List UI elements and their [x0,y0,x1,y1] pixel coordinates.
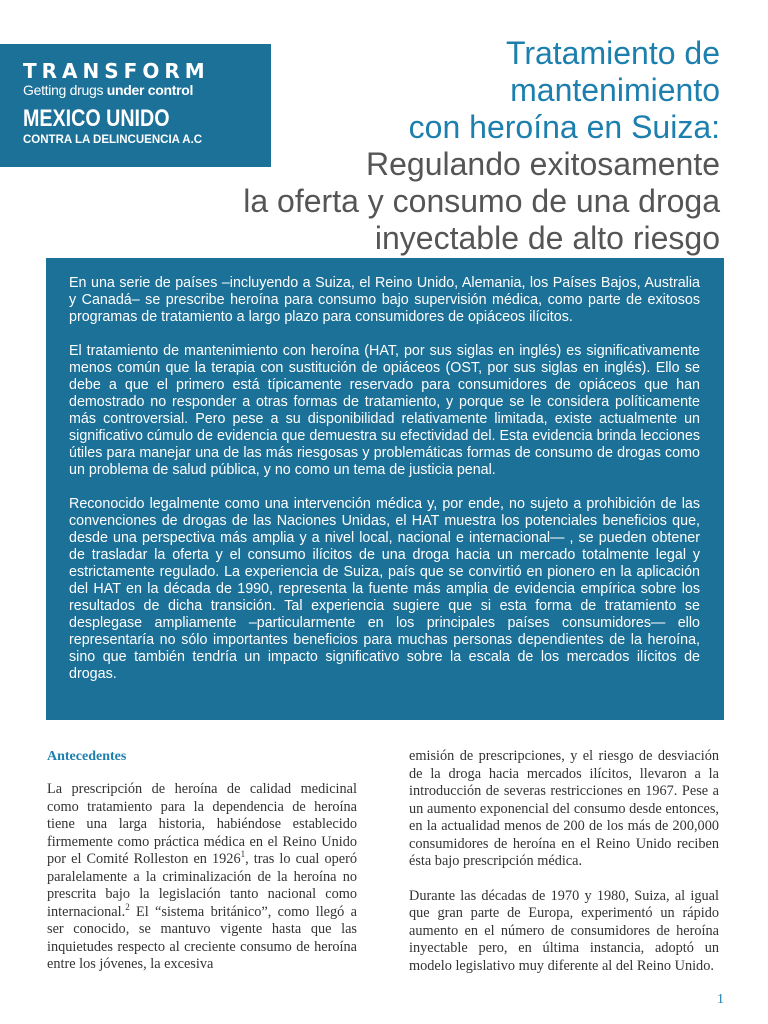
title-line-4: Regulando exitosamente [365,146,720,182]
section-heading-antecedentes: Antecedentes [47,749,127,764]
right-paragraph-2: Durante las décadas de 1970 y 1980, Suiza, al igual que gran parte de Europa, experimentó un rápido aumento en el número de consumidores de heroína inyectable pero, en última instancia, adoptó un modelo legislativo muy diferente al del Reino Unido. [409,887,719,974]
document-title [160,35,720,257]
left-p1-text-a: La prescripción de heroína de calidad medicinal como tratamiento para la dependencia de heroína tiene una larga historia, habiéndose establecido firmemente como práctica médica en el Reino Unido por el Comité Rolleston en 1926 [47,781,357,867]
right-paragraph-1: emisión de prescripciones, y el riesgo de desviación de la droga hacia mercados ilícitos, llevaron a la introducción de severas restricciones en 1967. Pese a un aumento exponencial del consumo desde entonces, en la actualidad menos de 200 de los más de 200,000 consumidores de heroína en el Reino Unido reciben ésta bajo prescripción médica. [409,748,719,869]
summary-paragraph-1: En una serie de países –incluyendo a Suiza, el Reino Unido, Alemania, los Países Bajos, Australia y Canadá– se prescribe heroína para consumo bajo supervisión médica, como parte de exitosos programas de tratamiento a largo plazo para consumidores de opiáceos ilícitos. [69,275,700,325]
summary-paragraph-3: Reconocido legalmente como una intervención médica y, por ende, no sujeto a prohibición de las convenciones de drogas de las Naciones Unidas, el HAT muestra los potenciales beneficios que, desde una perspectiva más amplia y a nivel local, nacional e internacional— , se pueden obtener de trasladar la oferta y el consumo ilícitos de una droga hacia un mercado totalmente legal y estrictamente regulado. La experiencia de Suiza, país que se convirtió en pionero en la aplicación del HAT en la década de 1990, representa la fuente más amplia de evidencia empírica sobre los resultados de dicha transición. Tal experiencia sugiere que si esta forma de tratamiento se desplegase ampliamente –particularmente en los principales países consumidores— ello representaría no sólo importantes beneficios para muchas personas dependientes de la heroína, sino que también tendría un impacto significativo sobre la escala de los mercados ilícitos de drogas. [69,496,700,682]
footnote-ref-2[interactable]: 2 [125,901,130,912]
left-paragraph-1 [47,781,357,974]
title-line-1: Tratamiento de [505,35,720,71]
logo-tagline-emphasis: under control [106,82,194,98]
title-line-2: mantenimiento [510,72,720,108]
body-column-left [47,748,357,991]
title-line-3: con heroína en Suiza: [408,109,720,145]
left-p1-text-c: El “sistema británico”, como llegó a ser conocido, se mantuvo vigente hasta que las inquietudes respecto al creciente consumo de heroína entre los jóvenes, la excesiva [47,903,357,972]
summary-paragraph-2: El tratamiento de mantenimiento con heroína (HAT, por sus siglas en inglés) es significativamente menos común que la terapia con sustitución de opiáceos (OST, por sus siglas en inglés). Ello se debe a que el primero está típicamente reservado para consumidores de opiáceos que han demostrado no responder a otras formas de tratamiento, y porque se le considera políticamente más controversial. Pero pese a su disponibilidad relativamente limitada, existe actualmente un significativo cúmulo de evidencia que demuestra su efectividad del. Esta evidencia brinda lecciones útiles para manejar una de las más riesgosas y problemáticas formas de consumo de drogas como un problema de salud pública, y no como un tema de justicia penal. [69,343,700,478]
left-p1-text-b: , tras lo cual operó paralelamente a la criminalización de la heroína no prescrita bajo la legislación tanto nacional como internacional. [47,851,357,920]
title-line-6: inyectable de alto riesgo [374,220,720,256]
logo-transform-wordmark: TRANSFORM [23,59,210,83]
logo-tagline-prefix: Getting drugs [23,82,104,98]
footnote-ref-1[interactable]: 1 [240,849,246,860]
summary-box [46,258,724,720]
body-column-right [409,748,719,992]
logo-org-subtitle: CONTRA LA DELINCUENCIA A.C [23,134,203,146]
title-line-5: la oferta y consumo de una droga [243,183,720,219]
page-number: 1 [717,992,724,1007]
logo-org-name: MEXICO UNIDO [23,105,170,132]
